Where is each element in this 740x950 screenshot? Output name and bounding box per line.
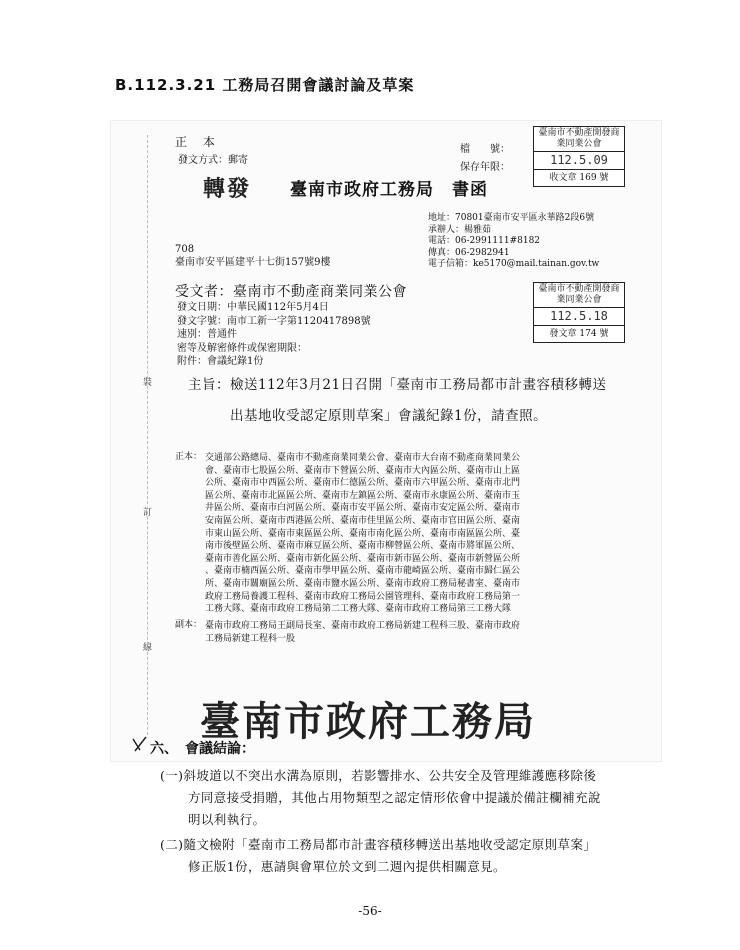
cc-list (205, 452, 615, 616)
stamp-date: 112.5.09 (534, 152, 624, 170)
sender-address: 地址：70801臺南市安平區永華路2段6號 (428, 213, 595, 223)
stamp-date: 112.5.18 (534, 308, 624, 326)
sender-block (428, 213, 658, 271)
meta-attachment: 附件：會議紀錄1份 (177, 356, 264, 367)
meta-speed: 速別：普通件 (177, 329, 237, 340)
org-title: 臺南市政府工務局 書函 (290, 180, 488, 200)
conclusion-line: 修正版1份，惠請與會單位於文到二週內提供相關意見。 (188, 859, 506, 874)
copy-label: 副本： (175, 620, 203, 630)
subject-line: 出基地收受認定原則草案」會議紀錄1份，請查照。 (230, 408, 548, 424)
recipient: 受文者：臺南市不動產商業同業公會 (175, 284, 407, 300)
cc-line: 安南區公所、臺南市西港區公所、臺南市佳里區公所、臺南市官田區公所、臺南 (205, 515, 521, 526)
page-heading: B.112.3.21 工務局召開會議討論及草案 (115, 76, 415, 94)
copy-line: 工務局新建工程科一股 (205, 633, 296, 644)
subject (188, 370, 648, 432)
conclusion-line: (一)斜坡道以不突出水溝為原則，若影響排水、公共安全及管理維護應移除後 (160, 768, 597, 783)
cc-line: 會、臺南市七股區公所、臺南市下營區公所、臺南市大內區公所、臺南市山上區 (205, 465, 521, 476)
stamp-org: 臺南市不動產開發商業同業公會 (534, 127, 624, 152)
cc-line: 政府工務局養護工程科、臺南市政府工務局公園管理科、臺南市政府工務局第一 (205, 591, 521, 602)
cc-line: 臺南市善化區公所、臺南市新化區公所、臺南市新市區公所、臺南市新營區公所 (205, 553, 521, 564)
copy-line: 臺南市政府工務局王副局長室、臺南市政府工務局新建工程科三股、臺南市政府 (205, 621, 521, 631)
dispatch-stamp (533, 282, 625, 343)
conclusion-item-2 (160, 834, 640, 878)
cc-line: 井區公所、臺南市白河區公所、臺南市安平區公所、臺南市安定區公所、臺南市 (205, 503, 521, 514)
letter-meta (177, 301, 371, 369)
cc-line: 交通部公路總局、臺南市不動產商業同業公會、臺南市大台南不動產商業同業公 (205, 453, 521, 463)
cc-line: 南市後壁區公所、臺南市麻豆區公所、臺南市柳營區公所、臺南市將軍區公所、 (205, 541, 521, 552)
forward-mark: 轉發 (203, 176, 252, 202)
conclusion-line: (二)隨文檢附「臺南市工務局都市計畫容積移轉送出基地收受認定原則草案」 (160, 837, 597, 852)
original-mark: 正 本 (175, 135, 221, 149)
file-no-label: 檔 號： (460, 144, 510, 155)
cc-line: 所、臺南市關廟區公所、臺南市鹽水區公所、臺南市政府工務局秘書室、臺南市 (205, 578, 521, 589)
send-method: 發文方式：郵寄 (178, 155, 248, 166)
cc-line: 市東山區公所、臺南市東區區公所、臺南市南化區公所、臺南市南區區公所、臺 (205, 528, 521, 539)
sender-phone: 電話：06-2991111#8182 (428, 236, 541, 246)
conclusion-line: 明以利執行。 (188, 812, 266, 827)
margin-mark-bind: 裝 (143, 378, 153, 388)
meta-date: 發文日期：中華民國112年5月4日 (177, 302, 329, 313)
stamp-org: 臺南市不動產開發商業同業公會 (534, 283, 624, 308)
recipient-zip: 708 (175, 244, 195, 255)
org-seal-stamp: 臺南市政府工務局 (200, 698, 536, 745)
conclusion-item-1 (160, 765, 640, 831)
cc-line: 區公所、臺南市北區區公所、臺南市左鎮區公所、臺南市永康區公所、臺南市玉 (205, 490, 521, 501)
sender-fax: 傳真：06-2982941 (428, 247, 510, 258)
subject-line: 主旨：檢送112年3月21日召開「臺南市工務局都市計畫容積移轉送 (188, 377, 607, 393)
margin-mark-staple: 訂 (143, 508, 153, 518)
cc-line: 、臺南市楠西區公所、臺南市學甲區公所、臺南市龍崎區公所、臺南市歸仁區公 (205, 566, 521, 577)
binding-line (147, 135, 148, 735)
cc-label: 正本： (175, 452, 203, 462)
cc-line: 公所、臺南市中西區公所、臺南市仁德區公所、臺南市六甲區公所、臺南市北門 (205, 478, 521, 489)
page-number: -56- (358, 904, 382, 918)
stamp-dispatch-no: 發文章 174 號 (549, 329, 609, 339)
handwritten-check-mark (132, 736, 148, 752)
recipient-address: 臺南市安平區建平十七街157號9樓 (175, 257, 331, 268)
conclusion-line: 方同意接受捐贈，其他占用物類型之認定情形依會中提議於備註欄補充說 (188, 790, 601, 805)
cc-line: 工務大隊、臺南市政府工務局第二工務大隊、臺南市政府工務局第三工務大隊 (205, 604, 512, 615)
stamp-receive-no: 收文章 169 號 (549, 173, 609, 183)
receipt-stamp (533, 126, 625, 187)
retention-label: 保存年限： (460, 162, 510, 173)
sender-handler: 承辦人：楊雅茹 (428, 224, 492, 235)
conclusion-title: 六、 會議結論： (150, 741, 255, 757)
meta-doc-no: 發文字號：南市工新一字第1120417898號 (177, 315, 371, 327)
margin-mark-line: 線 (143, 643, 153, 653)
meta-secrecy: 密等及解密條件或保密期限： (177, 342, 307, 354)
sender-email: 電子信箱：ke5170@mail.tainan.gov.tw (428, 259, 600, 269)
copy-list (205, 620, 615, 645)
